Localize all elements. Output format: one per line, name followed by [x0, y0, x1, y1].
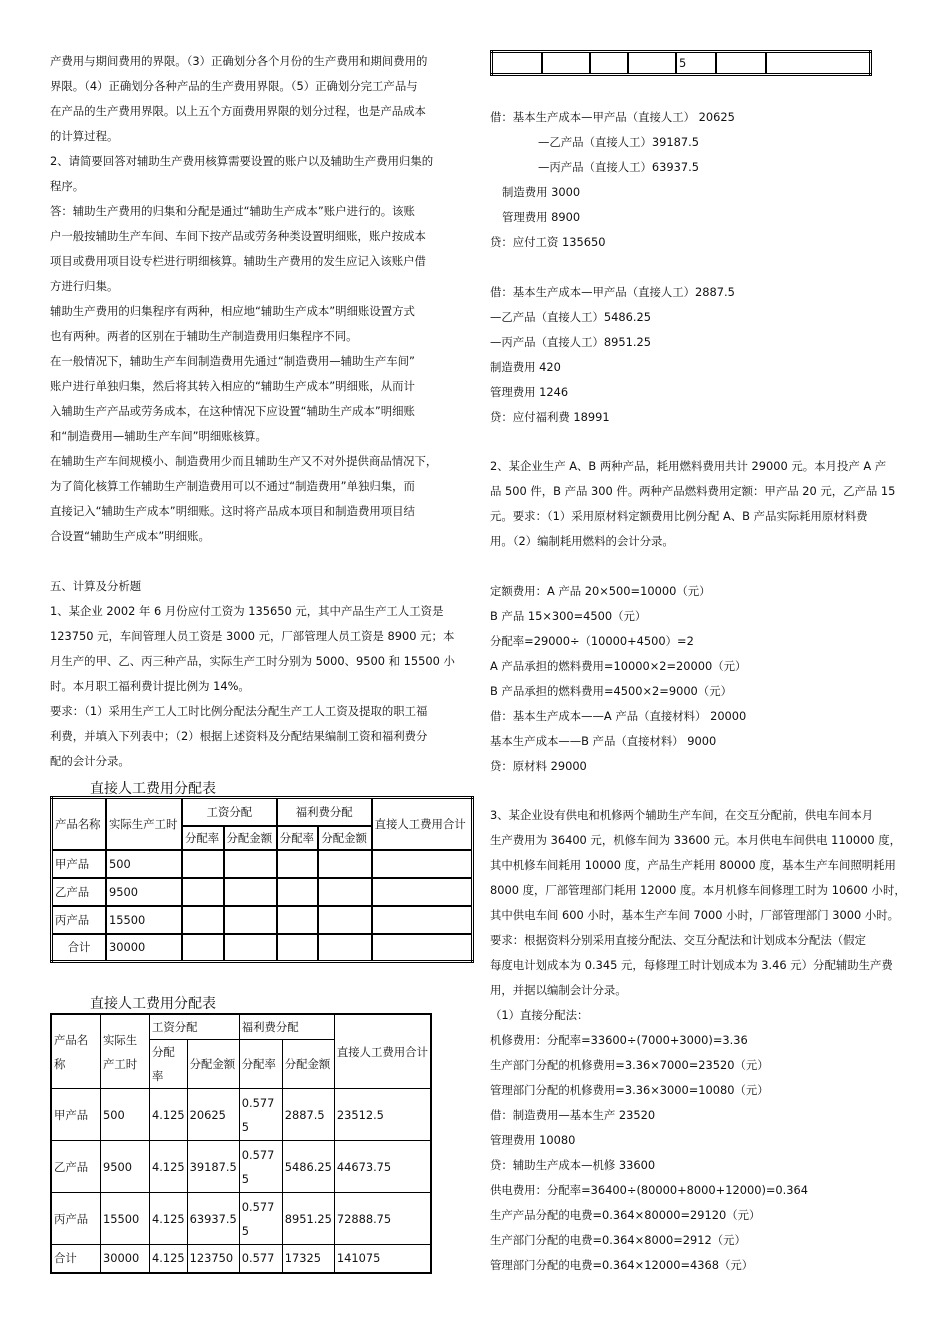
text-line: 月生产的甲、乙、丙三种产品，实际生产工时分别为 5000、9500 和 15500 小	[50, 654, 455, 668]
table-row	[52, 906, 473, 934]
header-rate: 分配率	[277, 826, 319, 850]
text-line: 程序。	[50, 179, 85, 193]
journal-line: 管理费用 8900	[502, 210, 581, 224]
calc-line: 机修费用：分配率=33600÷(7000+3000)=3.36	[490, 1033, 748, 1047]
table-cell	[766, 52, 871, 75]
table-cell	[716, 52, 766, 75]
text-line: 元。要求：（1）采用原材料定额费用比例分配 A、B 产品实际耗用原材料费	[490, 509, 868, 523]
text-line: 用。（2）编制耗用燃料的会计分录。	[490, 534, 674, 548]
text-line: 和“制造费用—辅助生产车间”明细账核算。	[50, 429, 267, 443]
table-cell	[492, 52, 543, 75]
calc-line: 生产产品分配的电费=0.364×80000=29120（元）	[490, 1208, 761, 1222]
table2-title: 直接人工费用分配表	[90, 996, 216, 1012]
header-wage: 工资分配	[150, 1014, 240, 1040]
cell-wage-rate: 4.125	[150, 1245, 188, 1273]
subsection-heading: （1）直接分配法：	[490, 1008, 589, 1022]
cell-product: 合计	[52, 934, 107, 962]
journal-line: 借：基本生产成本—甲产品（直接人工）2887.5	[490, 285, 735, 299]
cell-hours: 30000	[101, 1245, 150, 1273]
header-hours: 实际生产工时	[101, 1014, 150, 1089]
journal-line: —乙产品（直接人工）5486.25	[490, 310, 652, 324]
text-line: 答：辅助生产费用的归集和分配是通过“辅助生产成本”账户进行的。该账	[50, 204, 415, 218]
header-product: 产品名称	[51, 1014, 101, 1089]
cell-wage-rate: 4.125	[150, 1141, 188, 1193]
table-cell	[590, 52, 628, 75]
cell-welfare-rate: 0.5775	[239, 1141, 282, 1193]
journal-line: 借：基本生产成本——A 产品（直接材料） 20000	[490, 709, 747, 723]
text-line: 的计算过程。	[50, 129, 119, 143]
table-row	[51, 1245, 431, 1273]
question-heading: 2、某企业生产 A、B 两种产品，耗用燃料费用共计 29000 元。本月投产 A 产	[490, 459, 887, 473]
calc-line: 供电费用：分配率=36400÷(80000+8000+12000)=0.364	[490, 1183, 809, 1197]
header-hours: 实际生产工时	[106, 798, 182, 850]
text-line: 合设置“辅助生产成本”明细账。	[50, 529, 210, 543]
header-wage: 工资分配	[182, 798, 277, 826]
journal-line: 借：制造费用—基本生产 23520	[490, 1108, 656, 1122]
cell-product: 合计	[51, 1245, 101, 1273]
cell-wage-amount: 39187.5	[187, 1141, 239, 1193]
header-total: 直接人工费用合计	[372, 798, 473, 850]
journal-line: —乙产品（直接人工）39187.5	[538, 135, 700, 149]
text-line: 辅助生产费用的归集程序有两种，相应地“辅助生产成本”明细账设置方式	[50, 304, 415, 318]
journal-line: 贷：辅助生产成本—机修 33600	[490, 1158, 656, 1172]
calc-line: 管理部门分配的机修费用=3.36×3000=10080（元）	[490, 1083, 769, 1097]
question-heading: 3、某企业设有供电和机修两个辅助生产车间，在交互分配前，供电车间本月	[490, 808, 874, 822]
text-line: 其中机修车间耗用 10000 度，产品生产耗用 80000 度，基本生产车间照明耗用	[490, 858, 896, 872]
text-line: 生产费用为 36400 元，机修车间为 33600 元。本月供电车间供电 110000 度，	[490, 833, 902, 847]
table-cell	[542, 52, 590, 75]
text-line: 也有两种。两者的区别在于辅助生产制造费用归集程序不同。	[50, 329, 358, 343]
calc-line: A 产品承担的燃料费用=10000×2=20000（元）	[490, 659, 747, 673]
header-total: 直接人工费用合计	[334, 1014, 431, 1089]
text-line: 要求：根据资料分别采用直接分配法、交互分配法和计划成本分配法（假定	[490, 933, 866, 947]
journal-line: 制造费用 420	[490, 360, 561, 374]
header-amount: 分配金额	[318, 826, 371, 850]
text-line: 配的会计分录。	[50, 754, 130, 768]
cell-hours: 15500	[101, 1193, 150, 1245]
cell-wage-amount: 123750	[187, 1245, 239, 1273]
calc-line: B 产品 15×300=4500（元）	[490, 609, 647, 623]
header-product: 产品名称	[52, 798, 107, 850]
header-amount: 分配金额	[282, 1040, 334, 1089]
journal-line: 贷：原材料 29000	[490, 759, 587, 773]
table-row	[51, 1089, 431, 1141]
cell-product: 乙产品	[52, 878, 107, 906]
calc-line: 生产部门分配的机修费用=3.36×7000=23520（元）	[490, 1058, 769, 1072]
journal-line: —丙产品（直接人工）63937.5	[538, 160, 700, 174]
text-line: 8000 度，厂部管理部门耗用 12000 度。本月机修车间修理工时为 10600 小时，	[490, 883, 906, 897]
header-rate: 分配率	[239, 1040, 282, 1089]
text-line: 要求：（1）采用生产工人工时比例分配法分配生产工人工资及提取的职工福	[50, 704, 428, 718]
header-amount: 分配金额	[187, 1040, 239, 1089]
cell-hours: 15500	[106, 906, 182, 934]
cell-wage-amount: 63937.5	[187, 1193, 239, 1245]
cell-product: 丙产品	[51, 1193, 101, 1245]
cell-welfare-amount: 17325	[282, 1245, 334, 1273]
question-heading: 2、请简要回答对辅助生产费用核算需要设置的账户以及辅助生产费用归集的	[50, 154, 434, 168]
header-rate: 分配率	[182, 826, 224, 850]
labor-cost-table-filled	[50, 1013, 432, 1274]
text-line: 账户进行单独归集，然后将其转入相应的“辅助生产成本”明细账，从而计	[50, 379, 415, 393]
text-line: 在一般情况下，辅助生产车间制造费用先通过“制造费用—辅助生产车间”	[50, 354, 415, 368]
cell-hours: 500	[101, 1089, 150, 1141]
cell-total: 44673.75	[334, 1141, 431, 1193]
table-row	[51, 1141, 431, 1193]
header-welfare: 福利费分配	[239, 1014, 334, 1040]
text-line: 为了简化核算工作辅助生产制造费用可以不通过“制造费用”单独归集，而	[50, 479, 415, 493]
cell-welfare-rate: 0.5775	[239, 1089, 282, 1141]
text-line: 方进行归集。	[50, 279, 119, 293]
calc-line: B 产品承担的燃料费用=4500×2=9000（元）	[490, 684, 732, 698]
cell-welfare-rate: 0.5775	[239, 1193, 282, 1245]
cell-product: 丙产品	[52, 906, 107, 934]
cell-hours: 30000	[106, 934, 182, 962]
journal-line: 贷：应付福利费 18991	[490, 410, 610, 424]
labor-cost-table-blank	[50, 796, 474, 963]
cell-wage-amount: 20625	[187, 1089, 239, 1141]
text-line: 在辅助生产车间规模小、制造费用少而且辅助生产又不对外提供商品情况下，	[50, 454, 438, 468]
table1-title: 直接人工费用分配表	[90, 781, 216, 797]
journal-line: 制造费用 3000	[502, 185, 581, 199]
text-line: 产费用与期间费用的界限。（3）正确划分各个月份的生产费用和期间费用的	[50, 54, 428, 68]
table-row	[51, 1193, 431, 1245]
cell-total: 141075	[334, 1245, 431, 1273]
text-line: 品 500 件，B 产品 300 件。两种产品燃料费用定额：甲产品 20 元，乙产品 15	[490, 484, 896, 498]
journal-line: 基本生产成本——B 产品（直接材料） 9000	[490, 734, 717, 748]
cell-welfare-rate: 0.577	[239, 1245, 282, 1273]
text-line: 户一般按辅助生产车间、车间下按产品或劳务种类设置明细账，账户按成本	[50, 229, 426, 243]
calc-line: 分配率=29000÷（10000+4500）=2	[490, 634, 694, 648]
cell-product: 甲产品	[51, 1089, 101, 1141]
cell-product: 乙产品	[51, 1141, 101, 1193]
table-row	[52, 850, 473, 878]
calc-line: 管理部门分配的电费=0.364×12000=4368（元）	[490, 1258, 754, 1272]
text-line: 时。本月职工福利费计提比例为 14%。	[50, 679, 250, 693]
section-heading: 五、计算及分析题	[50, 579, 142, 593]
cell-wage-rate: 4.125	[150, 1089, 188, 1141]
cell-welfare-amount: 5486.25	[282, 1141, 334, 1193]
cell-hours: 500	[106, 850, 182, 878]
journal-line: 管理费用 10080	[490, 1133, 576, 1147]
cell-welfare-amount: 2887.5	[282, 1089, 334, 1141]
text-line: 界限。（4）正确划分各种产品的生产费用界限。（5）正确划分完工产品与	[50, 79, 418, 93]
journal-line: 贷：应付工资 135650	[490, 235, 606, 249]
journal-line: 管理费用 1246	[490, 385, 569, 399]
calc-line: 生产部门分配的电费=0.364×8000=2912（元）	[490, 1233, 746, 1247]
text-line: 用，并据以编制会计分录。	[490, 983, 627, 997]
cell-total: 72888.75	[334, 1193, 431, 1245]
table-row	[52, 878, 473, 906]
text-line: 1、某企业 2002 年 6 月份应付工资为 135650 元，其中产品生产工人工资是	[50, 604, 444, 618]
header-amount: 分配金额	[224, 826, 277, 850]
table-row	[52, 934, 473, 962]
text-line: 在产品的生产费用界限。以上五个方面费用界限的划分过程，也是产品成本	[50, 104, 426, 118]
journal-line: 借：基本生产成本—甲产品（直接人工） 20625	[490, 110, 735, 124]
cell-total: 23512.5	[334, 1089, 431, 1141]
journal-line: —丙产品（直接人工）8951.25	[490, 335, 652, 349]
text-line: 项目或费用项目设专栏进行明细核算。辅助生产费用的发生应记入该账户借	[50, 254, 426, 268]
table-cell	[628, 52, 676, 75]
table-cell: 5	[676, 52, 716, 75]
top-table-fragment	[490, 50, 872, 76]
calc-line: 定额费用：A 产品 20×500=10000（元）	[490, 584, 711, 598]
cell-wage-rate: 4.125	[150, 1193, 188, 1245]
cell-welfare-amount: 8951.25	[282, 1193, 334, 1245]
cell-hours: 9500	[106, 878, 182, 906]
text-line: 每度电计划成本为 0.345 元，每修理工时计划成本为 3.46 元）分配辅助生产费	[490, 958, 893, 972]
cell-product: 甲产品	[52, 850, 107, 878]
text-line: 直接记入“辅助生产成本”明细账。这时将产品成本项目和制造费用项目结	[50, 504, 415, 518]
text-line: 利费，并填入下列表中；（2）根据上述资料及分配结果编制工资和福利费分	[50, 729, 428, 743]
text-line: 入辅助生产产品或劳务成本，在这种情况下应设置“辅助生产成本”明细账	[50, 404, 415, 418]
text-line: 123750 元，车间管理人员工资是 3000 元，厂部管理人员工资是 8900 元；本	[50, 629, 455, 643]
header-rate: 分配率	[150, 1040, 188, 1089]
cell-hours: 9500	[101, 1141, 150, 1193]
header-welfare: 福利费分配	[277, 798, 372, 826]
text-line: 其中供电车间 600 小时，基本生产车间 7000 小时，厂部管理部门 3000 小时。	[490, 908, 899, 922]
